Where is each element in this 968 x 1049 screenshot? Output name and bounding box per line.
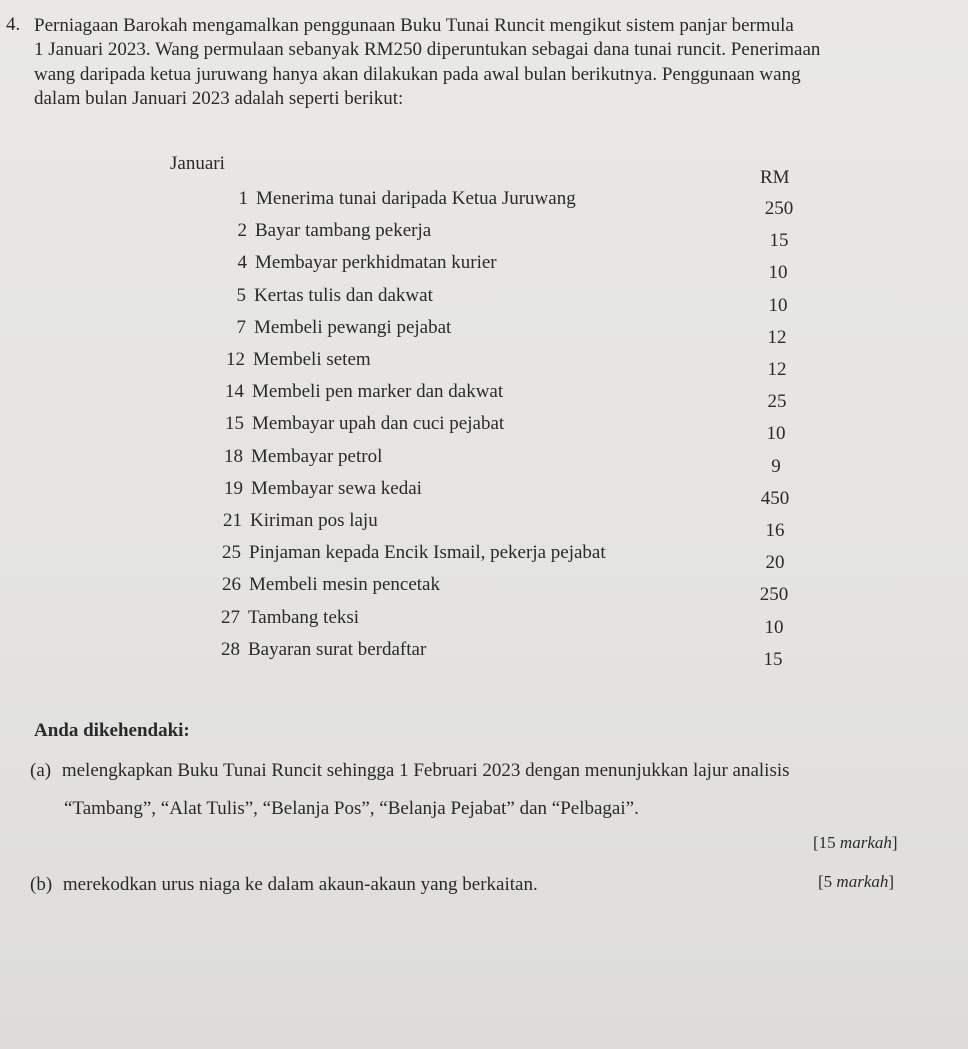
transaction-description: Membayar sewa kedai	[251, 477, 422, 499]
transaction-day: 1	[238, 188, 248, 209]
transaction-row	[206, 381, 503, 403]
transaction-amount: 250	[759, 584, 789, 606]
transaction-description: Pinjaman kepada Encik Ismail, pekerja pejabat	[249, 542, 606, 564]
transaction-row	[202, 639, 426, 661]
transaction-amount: 20	[765, 552, 785, 574]
transaction-day: 7	[236, 316, 246, 338]
currency-header: RM	[760, 167, 790, 188]
transaction-day: 19	[224, 477, 243, 499]
transaction-description: Membeli pen marker dan dakwat	[252, 381, 504, 403]
transaction-day: 26	[222, 574, 241, 596]
part-a-text: melengkapkan Buku Tunai Runcit sehingga 1 Februari 2023 dengan menunjukkan lajur analisis	[61, 760, 790, 781]
transaction-day: 28	[221, 638, 240, 660]
question-intro	[34, 14, 930, 111]
transaction-amount: 250	[764, 198, 794, 219]
transaction-description: Membeli setem	[253, 349, 371, 370]
part-a-label: (a)	[30, 760, 52, 781]
transaction-description: Membeli mesin pencetak	[249, 574, 440, 596]
transaction-row	[205, 478, 422, 500]
transaction-amount: 15	[769, 230, 789, 252]
transaction-day: 21	[223, 510, 242, 531]
transaction-row	[210, 188, 576, 210]
transaction-day: 4	[237, 252, 247, 274]
intro-line: dalam bulan Januari 2023 adalah seperti berikut:	[34, 87, 404, 109]
transaction-amount: 10	[768, 294, 788, 316]
transaction-description: Menerima tunai daripada Ketua Juruwang	[256, 188, 576, 209]
ledger-month: Januari	[170, 153, 225, 174]
transaction-row	[209, 252, 497, 274]
transaction-description: Kiriman pos laju	[250, 510, 378, 531]
transaction-description: Membayar upah dan cuci pejabat	[252, 413, 505, 435]
transaction-day: 5	[236, 284, 246, 306]
transaction-description: Bayaran surat berdaftar	[248, 638, 427, 660]
intro-line: wang daripada ketua juruwang hanya akan dilakukan pada awal bulan berikutnya. Penggunaan wang	[34, 63, 801, 85]
transaction-description: Tambang teksi	[248, 606, 360, 628]
transaction-description: Bayar tambang pekerja	[255, 220, 432, 242]
transaction-description: Membayar petrol	[251, 445, 383, 467]
transaction-amount: 9	[771, 455, 781, 477]
part-a-marks: [15 markah]	[813, 833, 898, 852]
transaction-row	[206, 413, 504, 435]
part-a-line1	[30, 760, 790, 782]
transaction-row	[207, 349, 371, 371]
transaction-description: Kertas tulis dan dakwat	[254, 284, 433, 306]
requirements-title: Anda dikehendaki:	[34, 720, 190, 741]
transaction-row	[203, 542, 606, 564]
transaction-amount: 10	[766, 423, 786, 445]
part-b-line	[30, 874, 538, 896]
transaction-row	[205, 446, 382, 468]
part-a-line2: “Tambang”, “Alat Tulis”, “Belanja Pos”, “Belanja Pejabat” dan “Pelbagai”.	[64, 798, 639, 819]
transaction-amount: 25	[767, 391, 787, 413]
transaction-row	[208, 285, 433, 307]
transaction-row	[208, 317, 451, 339]
transaction-row	[202, 607, 359, 629]
part-b-label: (b)	[30, 874, 53, 895]
transaction-amount: 12	[767, 359, 787, 380]
transaction-row	[204, 510, 378, 532]
transaction-description: Membeli pewangi pejabat	[254, 316, 452, 338]
transaction-amount: 10	[768, 262, 788, 284]
transaction-day: 18	[224, 445, 243, 467]
transaction-amount: 16	[765, 520, 785, 541]
transaction-row	[209, 220, 431, 242]
part-b-text: merekodkan urus niaga ke dalam akaun-akaun yang berkaitan.	[62, 874, 538, 895]
transaction-day: 12	[226, 349, 245, 370]
transaction-amount: 15	[763, 648, 783, 670]
transaction-day: 15	[225, 413, 244, 435]
part-b-marks: [5 markah]	[818, 872, 895, 891]
intro-line: Perniagaan Barokah mengamalkan penggunaan Buku Tunai Runcit mengikut sistem panjar bermula	[34, 15, 794, 36]
question-number: 4.	[6, 14, 21, 35]
transaction-day: 14	[225, 381, 244, 403]
intro-line: 1 Januari 2023. Wang permulaan sebanyak RM250 diperuntukan sebagai dana tunai runcit. Penerimaan	[34, 39, 821, 61]
transaction-description: Membayar perkhidmatan kurier	[255, 252, 497, 274]
transaction-day: 2	[237, 220, 247, 242]
transaction-day: 25	[222, 542, 241, 564]
transaction-amount: 10	[764, 616, 784, 638]
transaction-row	[203, 574, 440, 596]
transaction-day: 27	[221, 606, 240, 628]
transaction-amount: 450	[760, 487, 790, 509]
transaction-amount: 12	[767, 326, 787, 348]
